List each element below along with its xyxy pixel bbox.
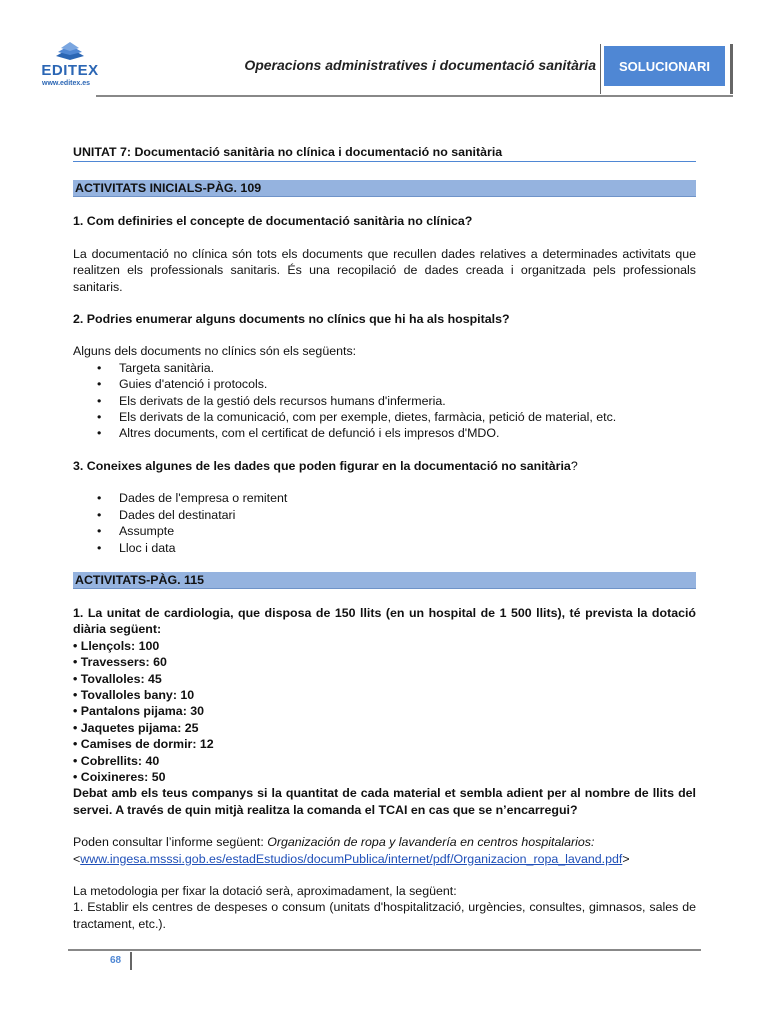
supply-item: • Cobrellits: 40 (73, 753, 160, 768)
reference-title: Organización de ropa y lavandería en centros hospitalarios: (267, 835, 595, 850)
header-rule (96, 95, 733, 97)
reference-intro: Poden consultar l’informe següent: (73, 835, 268, 850)
book-title: Operacions administratives i documentació sanitària (244, 57, 596, 73)
list-item: • Lloc i data (119, 540, 696, 556)
page-content (73, 144, 696, 932)
footer-rule (68, 949, 701, 951)
supply-item: • Tovalloles: 45 (73, 671, 162, 686)
reference-close: > (622, 851, 630, 866)
page-number: 68 (110, 955, 122, 966)
answer-1: La documentació no clínica són tots els documents que recullen dades relatives a determinades activitats que realitzen els professionals sanitaris. És una recopilació de dades creada i organitzada pels professionals sanitaris. (73, 246, 696, 294)
supply-item: • Coixineres: 50 (73, 769, 166, 784)
reference-open: < (73, 851, 81, 866)
question-3-text: 3. Coneixes algunes de les dades que poden figurar en la documentació no sanitària (73, 458, 571, 473)
list-item: • Els derivats de la comunicació, com per exemple, dietes, farmàcia, petició de material, etc. (119, 409, 696, 425)
question-3 (73, 458, 696, 474)
supply-item: • Llençols: 100 (73, 638, 160, 653)
page-header (0, 0, 768, 100)
unit-title: UNITAT 7: Documentació sanitària no clínica i documentació no sanitària (73, 144, 696, 162)
question-3-mark: ? (570, 458, 578, 473)
supply-item: • Travessers: 60 (73, 655, 167, 670)
logo-url: www.editex.es (42, 80, 90, 87)
section-heading-initial: ACTIVITATS INICIALS-PÀG. 109 (73, 180, 696, 197)
supply-list (73, 638, 696, 786)
list-item: • Els derivats de la gestió dels recursos humans d'infermeria. (119, 393, 696, 409)
supply-item: • Tovalloles bany: 10 (73, 687, 195, 702)
logo-text: EDITEX (41, 62, 99, 79)
reference-paragraph (73, 834, 696, 867)
answer-2-intro: Alguns dels documents no clínics són els següents: (73, 344, 357, 359)
answer-2-list (73, 360, 696, 442)
activity-question-1-tail: Debat amb els teus companys si la quantitat de cada material et sembla adient per al nombre de llits del servei. A través de quin mitjà realitza la comanda el TCAI en cas que se n’encarregui? (73, 786, 696, 817)
header-divider (600, 44, 601, 94)
reference-link[interactable]: www.ingesa.msssi.gob.es/estadEstudios/documPublica/internet/pdf/Organizacion_ropa_lavand.pdf (80, 851, 623, 866)
solucionari-badge: SOLUCIONARI (604, 46, 725, 86)
editex-logo (40, 42, 100, 94)
method-step-1: 1. Establir els centres de despeses o consum (unitats d'hospitalització, urgències, consultes, gimnasos, sales de tractament, etc.). (73, 900, 696, 931)
activity-question-1: 1. La unitat de cardiologia, que disposa de 150 llits (en un hospital de 1 500 llits), té prevista la dotació diària següent: (73, 605, 696, 637)
section-heading-activities: ACTIVITATS-PÀG. 115 (73, 572, 696, 589)
list-item: • Assumpte (119, 523, 696, 539)
question-1: 1. Com definiries el concepte de documentació sanitària no clínica? (73, 214, 473, 229)
supply-item: • Jaquetes pijama: 25 (73, 720, 199, 735)
list-item: • Targeta sanitària. (119, 360, 696, 376)
list-item: • Altres documents, com el certificat de defunció i els impresos d'MDO. (119, 425, 696, 441)
method-intro: La metodologia per fixar la dotació serà, aproximadament, la següent: (73, 884, 457, 898)
question-2: 2. Podries enumerar alguns documents no clínics que hi ha als hospitals? (73, 312, 510, 327)
supply-item: • Pantalons pijama: 30 (73, 704, 205, 719)
page-number-divider (130, 952, 132, 970)
supply-item: • Camises de dormir: 12 (73, 737, 214, 752)
list-item: • Guies d'atenció i protocols. (119, 376, 696, 392)
list-item: • Dades del destinatari (119, 507, 696, 523)
list-item: • Dades de l'empresa o remitent (119, 490, 696, 506)
answer-3-list (73, 490, 696, 556)
header-edge-divider (730, 44, 733, 94)
logo-book-icon (52, 42, 88, 62)
